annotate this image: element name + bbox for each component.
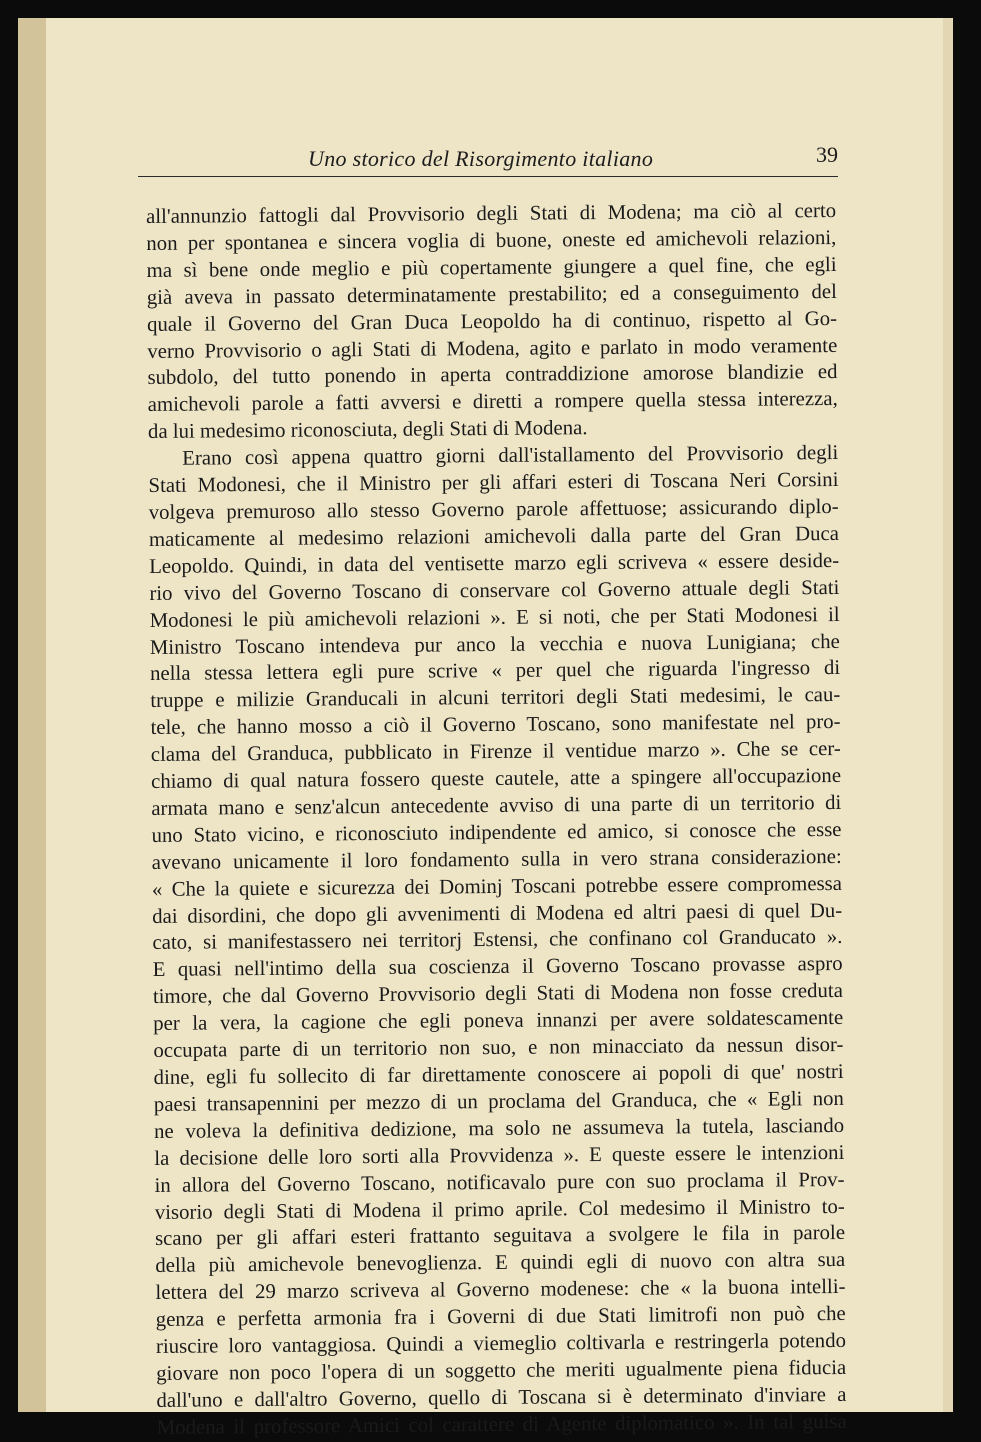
text-line: amichevoli parole a fatti avversi e diretti a rompere quella stessa interezza, xyxy=(147,387,838,417)
text-line: ne voleva la definitiva dedizione, ma solo ne assumeva la tutela, lasciando xyxy=(153,1113,845,1143)
text-line: chiamo di qual natura fossero queste cautele, atte a spingere all'occupazione xyxy=(150,763,842,794)
text-line: subdolo, del tutto ponendo in aperta contraddizione amorose blandizie ed xyxy=(147,360,838,390)
running-header xyxy=(138,136,838,177)
text-line: volgeva premuroso allo stesso Governo parole affettuose; assicurando diplo- xyxy=(148,494,839,524)
page-gutter xyxy=(18,18,46,1412)
text-line: Leopoldo. Quindi, in data del ventisette marzo egli scriveva « essere deside- xyxy=(149,548,840,578)
page-edge xyxy=(943,18,953,1412)
text-line: visorio degli Stati di Modena il primo aprile. Col medesimo il Ministro to- xyxy=(154,1194,845,1224)
text-line: quale il Governo del Gran Duca Leopoldo ha di continuo, rispetto al Go- xyxy=(146,306,838,336)
text-line: Modena il professore Amici col carattere di Agente diplomatico ». In tal guisa xyxy=(156,1409,847,1439)
text-line: armata mano e senz'alcun antecedente avviso di una parte di un territorio di xyxy=(151,790,842,820)
text-line: dai disordini, che dopo gli avvenimenti di Modena ed altri paesi di quel Du- xyxy=(152,898,843,928)
text-line: Modonesi le più amichevoli relazioni ». E si noti, che per Stati Modonesi il xyxy=(149,602,840,632)
text-line: della più amichevole benevoglienza. E quindi egli di nuovo con altra sua xyxy=(155,1248,846,1278)
text-line: all'annunzio fattogli dal Provvisorio degli Stati di Modena; ma ciò al certo xyxy=(146,198,837,228)
text-line: giovare non poco l'opera di un soggetto che meriti ugualmente piena fiducia xyxy=(156,1355,847,1385)
text-line: truppe e milizie Granducali in alcuni territori degli Stati medesimi, le cau- xyxy=(150,683,841,713)
text-line: paesi transapennini per mezzo di un proclama del Granduca, che « Egli non xyxy=(153,1086,844,1116)
text-line: uno Stato vicino, e riconosciuto indipendente ed amico, si conosce che esse xyxy=(151,817,842,847)
text-line: riuscire loro vantaggiosa. Quindi a viemeglio coltivarla e restringerla potendo xyxy=(155,1328,847,1359)
text-line: non per spontanea e sincera voglia di buone, oneste ed amichevoli relazioni, xyxy=(146,225,837,255)
text-line: genza e perfetta armonia fra i Governi di due Stati limitrofi non può che xyxy=(155,1302,846,1332)
text-line: scano per gli affari esteri frattanto seguitava a svolgere le fila in parole xyxy=(154,1221,846,1251)
text-line: lettera del 29 marzo scriveva al Governo modenese: che « la buona intelli- xyxy=(155,1275,846,1305)
text-line: cato, si manifestassero nei territorj Estensi, che confinano col Granducato ». xyxy=(152,925,843,955)
text-line: tele, che hanno mosso a ciò il Governo Toscano, sono manifestate nel pro- xyxy=(150,710,841,740)
text-line: ma sì bene onde meglio e più copertamente giungere a quel fine, che egli xyxy=(146,252,837,282)
text-line: dall'uno e dall'altro Governo, quello di Toscana si è determinato d'inviare a xyxy=(156,1382,847,1412)
running-title: Uno storico del Risorgimento italiano xyxy=(308,146,654,171)
text-line: verno Provvisorio o agli Stati di Modena, agito e parlato in modo veramente xyxy=(147,333,838,363)
text-line: per la vera, la cagione che egli poneva innanzi per avere soldatescamente xyxy=(153,1006,844,1036)
text-line: da lui medesimo riconosciuta, degli Stati di Modena. xyxy=(147,416,588,444)
page-number: 39 xyxy=(816,142,838,167)
text-line: clama del Granduca, pubblicato in Firenze il ventidue marzo ». Che se cer- xyxy=(150,737,841,767)
text-line: Erano così appena quattro giorni dall'istallamento del Provvisorio degli xyxy=(182,441,839,470)
text-line: nella stessa lettera egli pure scrive « per quel che riguarda l'ingresso di xyxy=(150,656,841,686)
text-line: la decisione delle loro sorti alla Provvidenza ». E queste essere le intenzioni xyxy=(154,1140,845,1170)
text-line: dine, egli fu sollecito di far direttamente conoscere ai popoli di que' nostri xyxy=(153,1059,844,1089)
text-line: Stati Modonesi, che il Ministro per gli affari esteri di Toscana Neri Corsini xyxy=(148,468,839,498)
text-line: E quasi nell'intimo della sua coscienza il Governo Toscano provasse aspro xyxy=(152,952,843,982)
text-line: avevano unicamente il loro fondamento sulla in vero strana considerazione: xyxy=(151,844,842,874)
text-line: maticamente al medesimo relazioni amichevoli dalla parte del Gran Duca xyxy=(148,521,840,551)
text-line: rio vivo del Governo Toscano di conservare col Governo attuale degli Stati xyxy=(149,575,840,605)
text-line: Ministro Toscano intendeva pur anco la vecchia e nuova Lunigiana; che xyxy=(149,629,840,659)
text-line: già aveva in passato determinatamente prestabilito; ed a conseguimento del xyxy=(146,279,837,309)
text-line: timore, che dal Governo Provvisorio degli Stati di Modena non fosse creduta xyxy=(152,979,843,1009)
book-page xyxy=(18,18,953,1439)
body-text xyxy=(146,198,847,1442)
text-line: in allora del Governo Toscano, notificavalo pure con suo proclama il Prov- xyxy=(154,1167,845,1197)
text-line: « Che la quiete e sicurezza dei Dominj Toscani potrebbe essere compromessa xyxy=(151,871,843,901)
text-line: occupata parte di un territorio non suo, e non minacciato da nessun disor- xyxy=(153,1033,844,1063)
